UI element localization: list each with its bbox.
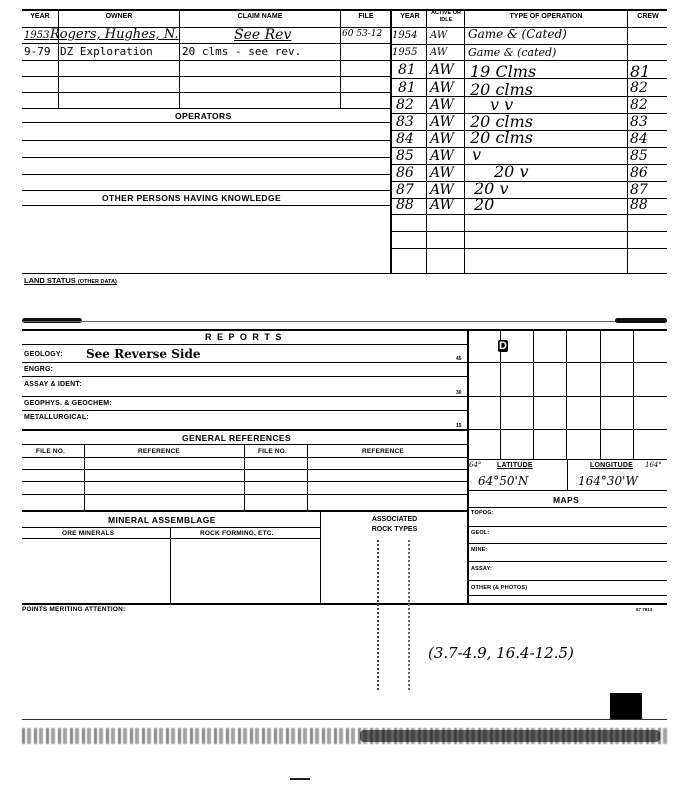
owner-row-2-year: 9-79: [24, 45, 51, 58]
grid-marker-d: D: [499, 340, 507, 352]
map-mine-label: MINE:: [471, 547, 488, 553]
activity-operation: v v: [490, 95, 514, 114]
activity-crew: 82: [630, 80, 648, 96]
owner-row-1-claim: See Rev: [234, 27, 292, 43]
activity-operation: 19 Clms: [470, 62, 537, 81]
points-meriting-label: POINTS MERITING ATTENTION:: [22, 606, 126, 613]
header-claim-name: CLAIM NAME: [237, 13, 283, 20]
header-active-idle: ACTIVE OR IDLE: [431, 10, 461, 23]
activity-status: AW: [430, 80, 454, 96]
engrg-label: ENGRG:: [24, 366, 54, 373]
map-other-label: OTHER (& PHOTOS): [471, 585, 528, 591]
rock-forming-label: ROCK FORMING, ETC.: [200, 530, 274, 537]
activity-status: AW: [430, 30, 448, 41]
maps-title: MAPS: [553, 495, 580, 505]
activity-operation: v: [472, 145, 482, 164]
owner-row-2-claim: 20 clms - see rev.: [182, 45, 302, 58]
owner-row-1-year: 1953: [24, 30, 50, 41]
activity-crew: 85: [630, 148, 648, 164]
activity-year: 87: [396, 182, 414, 198]
geophys-label: GEOPHYS. & GEOCHEM:: [24, 400, 112, 407]
activity-status: AW: [430, 114, 454, 130]
activity-operation: Game & (Cated): [468, 27, 567, 41]
operators-label: OPERATORS: [175, 111, 232, 121]
scan-registration-mark: [610, 693, 642, 719]
activity-status: AW: [430, 197, 454, 213]
activity-status: AW: [430, 165, 454, 181]
activity-operation: 20 v: [494, 162, 529, 181]
activity-year: 1955: [392, 47, 418, 58]
activity-year: 82: [396, 97, 414, 113]
handwritten-note: (3.7-4.9, 16.4-12.5): [428, 644, 574, 662]
geology-label: GEOLOGY:: [24, 351, 63, 358]
activity-status: AW: [430, 148, 454, 164]
ref-file-no-1: FILE NO.: [36, 448, 66, 455]
activity-operation: 20 v: [474, 179, 509, 198]
activity-year: 85: [396, 148, 414, 164]
activity-status: AW: [430, 131, 454, 147]
activity-year: 84: [396, 131, 414, 147]
latitude-value: 64°50'N: [478, 474, 529, 488]
activity-operation: 20: [474, 195, 495, 214]
activity-crew: 84: [630, 131, 648, 147]
land-status-label: LAND STATUS (OTHER DATA): [24, 276, 117, 285]
map-geol-label: GEOL:: [471, 530, 490, 536]
activity-operation: Game & (cated): [468, 46, 557, 59]
geology-value: See Reverse Side: [86, 347, 201, 361]
header-year-2: YEAR: [400, 13, 420, 20]
activity-operation: 20 clms: [470, 112, 533, 131]
longitude-label: LONGITUDE: [590, 462, 634, 469]
header-year: YEAR: [30, 13, 50, 20]
rock-types-label: ROCK TYPES: [371, 526, 418, 533]
header-file: FILE: [358, 13, 374, 20]
activity-operation: 20 clms: [470, 128, 533, 147]
activity-year: 88: [396, 197, 414, 213]
activity-year: 81: [398, 62, 416, 78]
activity-year: 81: [398, 80, 416, 96]
header-type-of-operation: TYPE OF OPERATION: [509, 13, 583, 20]
metallurgical-label: METALLURGICAL:: [24, 414, 89, 421]
owner-row-1-file: 60 53-12: [342, 29, 383, 39]
activity-crew: 87: [630, 182, 648, 198]
ore-minerals-label: ORE MINERALS: [62, 530, 115, 537]
latitude-label: LATITUDE: [497, 462, 533, 469]
reports-title: R E P O R T S: [205, 332, 283, 342]
ref-reference-2: REFERENCE: [362, 448, 404, 455]
longitude-prefix: 164°: [645, 461, 662, 469]
map-topog-label: TOPOG:: [471, 510, 494, 516]
owner-row-1-owner: Rogers, Hughes, N.: [50, 27, 179, 42]
assay-label: ASSAY & IDENT:: [24, 381, 82, 388]
top-border: [22, 9, 667, 11]
activity-crew: 82: [630, 97, 648, 113]
header-owner: OWNER: [105, 13, 133, 20]
activity-status: AW: [430, 182, 454, 198]
ref-reference-1: REFERENCE: [138, 448, 180, 455]
activity-year: 83: [396, 114, 414, 130]
activity-status: AW: [430, 97, 454, 113]
associated-label: ASSOCIATED: [371, 516, 418, 523]
header-crew: CREW: [637, 13, 659, 20]
map-assay-label: ASSAY:: [471, 566, 493, 572]
activity-operation: 20 clms: [470, 80, 533, 99]
owner-row-2-owner: DZ Exploration: [60, 45, 153, 58]
activity-crew: 83: [630, 114, 648, 130]
general-references-title: GENERAL REFERENCES: [182, 433, 292, 443]
latitude-prefix: 64°: [469, 461, 482, 469]
mineral-assemblage-title: MINERAL ASSEMBLAGE: [108, 515, 216, 525]
form-code: 67 7913: [636, 607, 653, 612]
activity-year: 1954: [392, 30, 418, 41]
activity-crew: 81: [630, 62, 651, 81]
activity-year: 86: [396, 165, 414, 181]
ref-file-no-2: FILE NO.: [258, 448, 288, 455]
longitude-value: 164°30'W: [578, 474, 638, 488]
activity-status: AW: [430, 62, 454, 78]
other-persons-label: OTHER PERSONS HAVING KNOWLEDGE: [102, 193, 282, 203]
activity-status: AW: [430, 47, 448, 58]
activity-crew: 86: [630, 165, 648, 181]
activity-crew: 88: [630, 197, 648, 213]
